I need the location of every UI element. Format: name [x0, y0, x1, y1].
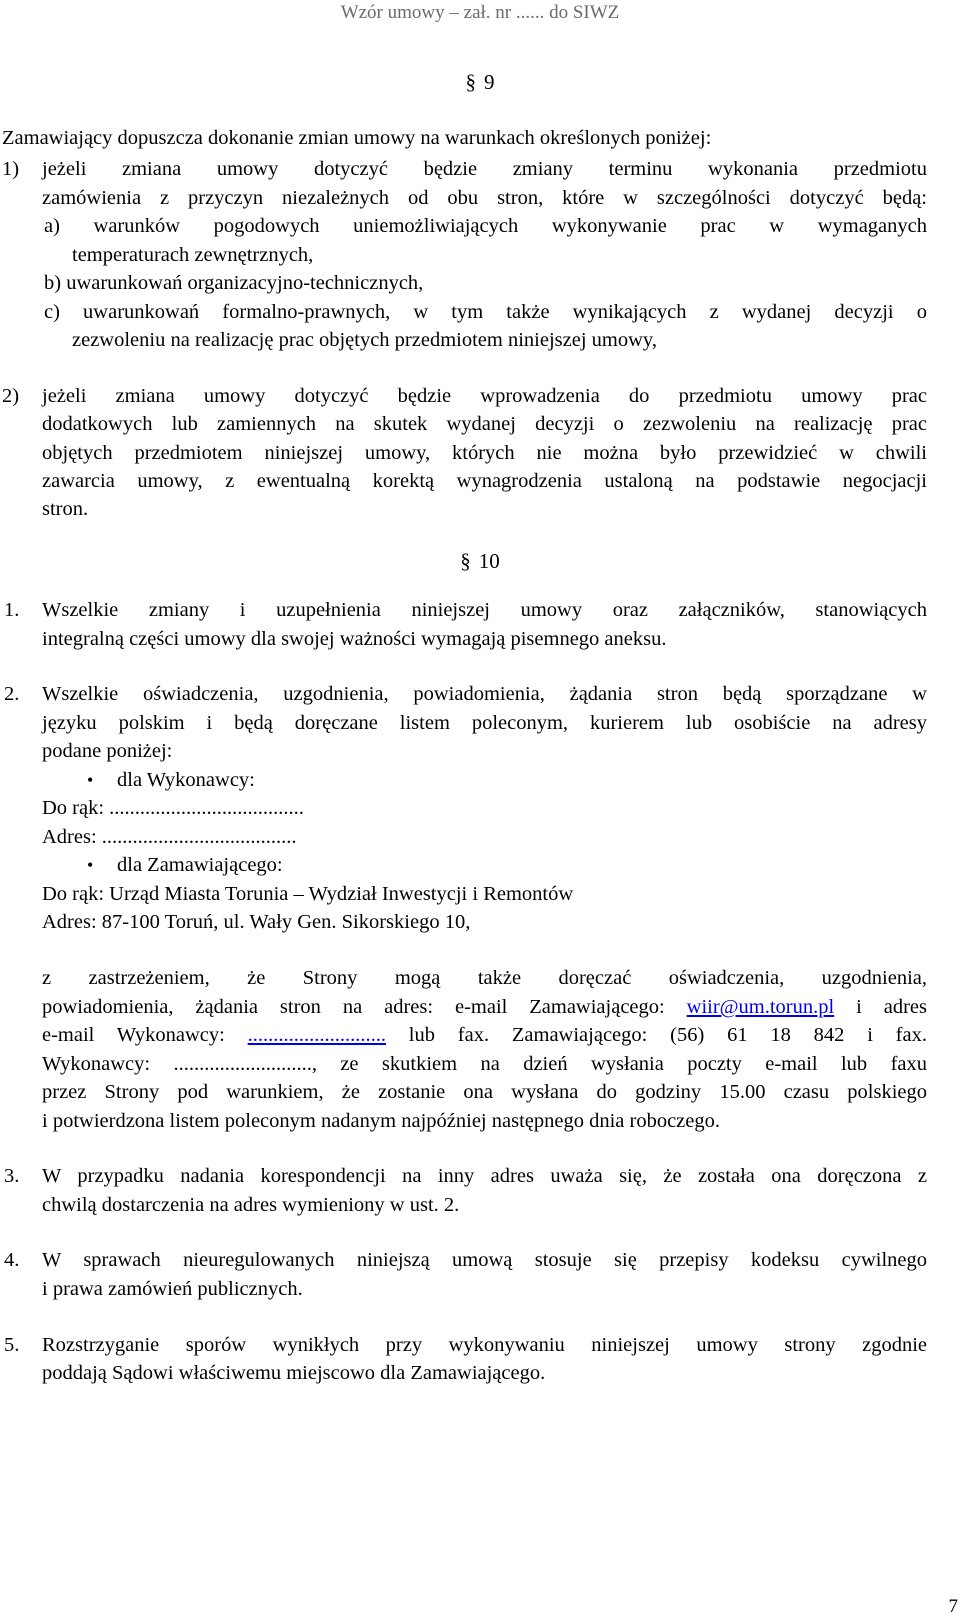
- para-5-line: Rozstrzyganie sporów wynikłych przy wykonywaniu niniejszej umowy strony zgodnie: [42, 1334, 927, 1356]
- reservation-line: Wykonawcy: ..........................., ze skutkiem na dzień wysłania poczty e-mail lub faxu: [42, 1053, 927, 1075]
- reservation-line: przez Strony pod warunkiem, że zostanie ona wysłana do godziny 15.00 czasu polskiego: [42, 1081, 927, 1103]
- section-sign: §: [460, 549, 471, 573]
- para-3-number: 3.: [4, 1165, 20, 1187]
- contractor-attn: Do rąk: ......................................: [42, 797, 304, 819]
- reservation-line: i potwierdzona listem poleconym nadanym najpóźniej następnego dnia roboczego.: [42, 1110, 721, 1132]
- para-2-line: podane poniżej:: [42, 740, 173, 762]
- contractor-label: dla Wykonawcy:: [117, 769, 255, 791]
- item-2-line: zawarcia umowy, z ewentualną korektą wynagrodzenia ustaloną na podstawie negocjacji: [42, 470, 927, 492]
- item-1b-line: b) uwarunkowań organizacyjno-technicznych,: [44, 272, 424, 294]
- client-email-link[interactable]: wiir@um.torun.pl: [686, 996, 835, 1018]
- para-3-line: W przypadku nadania korespondencji na inny adres uważa się, że została ona doręczona z: [42, 1165, 927, 1187]
- item-2-line: objętych przedmiotem niniejszej umowy, których nie można było przewidzieć w chwili: [42, 442, 927, 464]
- reservation-line: [42, 1021, 927, 1050]
- item-2-number: 2): [2, 385, 20, 407]
- section-9-heading: [0, 70, 960, 95]
- reservation-text: powiadomienia, żądania stron na adres: e-mail Zamawiającego:: [42, 996, 687, 1018]
- section-number: 9: [484, 70, 495, 94]
- reservation-text: lub fax. Zamawiającego: (56) 61 18 842 i fax.: [386, 1024, 927, 1046]
- contractor-email-link[interactable]: ...........................: [247, 1024, 387, 1046]
- para-2-number: 2.: [4, 683, 20, 705]
- para-2-line: Wszelkie oświadczenia, uzgodnienia, powiadomienia, żądania stron będą sporządzane w: [42, 683, 927, 705]
- section-sign: §: [465, 70, 476, 94]
- reservation-text: i adres: [834, 996, 927, 1018]
- para-2-line: języku polskim i będą doręczane listem poleconym, kurierem lub osobiście na adresy: [42, 712, 927, 734]
- client-label: dla Zamawiającego:: [117, 854, 283, 876]
- reservation-line: [42, 993, 927, 1022]
- reservation-line: z zastrzeżeniem, że Strony mogą także doręczać oświadczenia, uzgodnienia,: [42, 967, 927, 989]
- para-4-number: 4.: [4, 1249, 20, 1271]
- client-attn: Do rąk: Urząd Miasta Torunia – Wydział Inwestycji i Remontów: [42, 883, 574, 905]
- contractor-address: Adres: ......................................: [42, 826, 297, 848]
- para-5-number: 5.: [4, 1334, 20, 1356]
- para-3-line: chwilą dostarczenia na adres wymieniony w ust. 2.: [42, 1194, 460, 1216]
- item-1a-line: a) warunków pogodowych uniemożliwiających wykonywanie prac w wymaganych: [44, 215, 927, 237]
- para-5-line: poddają Sądowi właściwemu miejscowo dla Zamawiającego.: [42, 1362, 546, 1384]
- para-1-line: Wszelkie zmiany i uzupełnienia niniejszej umowy oraz załączników, stanowiących: [42, 599, 927, 621]
- item-1-line: zamówienia z przyczyn niezależnych od obu stron, które w szczególności dotyczyć będą:: [42, 187, 927, 209]
- item-1-number: 1): [2, 158, 20, 180]
- page-header: Wzór umowy – zał. nr ...... do SIWZ: [340, 2, 620, 23]
- item-2-line: stron.: [42, 498, 89, 520]
- bullet-icon: •: [87, 770, 94, 790]
- reservation-text: e-mail Wykonawcy:: [42, 1024, 248, 1046]
- section-number: 10: [478, 549, 500, 573]
- bullet-icon: •: [87, 855, 94, 875]
- client-address: Adres: 87-100 Toruń, ul. Wały Gen. Sikorskiego 10,: [42, 911, 471, 933]
- section-10-heading: [0, 549, 960, 574]
- item-1c-line: zezwoleniu na realizację prac objętych przedmiotem niniejszej umowy,: [72, 329, 657, 351]
- para-1-line: integralną części umowy dla swojej ważności wymagają pisemnego aneksu.: [42, 628, 667, 650]
- item-1a-line: temperaturach zewnętrznych,: [72, 244, 314, 266]
- page-number: 7: [948, 1596, 958, 1617]
- para-4-line: W sprawach nieuregulowanych niniejszą umową stosuje się przepisy kodeksu cywilnego: [42, 1249, 927, 1271]
- item-1-line: jeżeli zmiana umowy dotyczyć będzie zmiany terminu wykonania przedmiotu: [42, 158, 927, 180]
- item-2-line: jeżeli zmiana umowy dotyczyć będzie wprowadzenia do przedmiotu umowy prac: [42, 385, 927, 407]
- item-2-line: dodatkowych lub zamiennych na skutek wydanej decyzji o zezwoleniu na realizację prac: [42, 413, 927, 435]
- item-1c-line: c) uwarunkowań formalno-prawnych, w tym także wynikających z wydanej decyzji o: [44, 301, 927, 323]
- section-9-intro: Zamawiający dopuszcza dokonanie zmian umowy na warunkach określonych poniżej:: [2, 127, 712, 149]
- para-4-line: i prawa zamówień publicznych.: [42, 1278, 303, 1300]
- para-1-number: 1.: [4, 599, 20, 621]
